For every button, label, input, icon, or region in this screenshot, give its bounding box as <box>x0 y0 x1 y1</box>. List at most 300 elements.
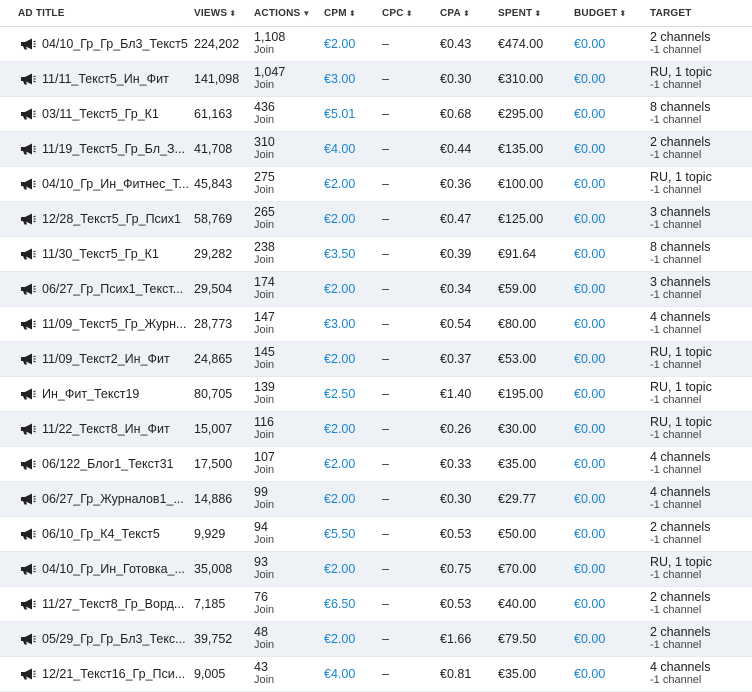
actions-count: 93 <box>254 556 268 569</box>
megaphone-icon <box>20 108 36 120</box>
spent-cell: €70.00 <box>498 562 537 576</box>
actions-cell <box>250 451 320 477</box>
budget-link[interactable]: €0.00 <box>574 352 606 366</box>
action-type: Join <box>254 44 275 56</box>
ad-title-link[interactable]: 12/28_Текст5_Гр_Псих1 <box>42 212 181 226</box>
spent-cell: €125.00 <box>498 212 544 226</box>
table-row[interactable] <box>0 377 752 412</box>
target-excluded: -1 channel <box>650 569 702 581</box>
target-cell <box>646 276 752 302</box>
budget-link[interactable]: €0.00 <box>574 562 606 576</box>
cpc-cell: – <box>382 212 389 226</box>
views-cell: 35,008 <box>194 562 233 576</box>
megaphone-icon <box>20 143 36 155</box>
budget-link[interactable]: €0.00 <box>574 282 606 296</box>
cpa-cell: €0.26 <box>440 422 472 436</box>
megaphone-icon <box>20 248 36 260</box>
megaphone-icon <box>20 213 36 225</box>
column-header-label: CPM <box>324 7 347 19</box>
cpa-cell: €0.53 <box>440 597 472 611</box>
ad-title-cell <box>0 247 190 261</box>
target-excluded: -1 channel <box>650 359 702 371</box>
table-row[interactable] <box>0 342 752 377</box>
column-header-target <box>646 8 752 19</box>
cpm-link[interactable]: €2.00 <box>324 37 356 51</box>
cpa-cell: €0.30 <box>440 72 472 86</box>
actions-count: 1,108 <box>254 31 286 44</box>
ad-title-link[interactable]: 11/11_Текст5_Ин_Фит <box>42 72 169 86</box>
actions-cell <box>250 556 320 582</box>
target-excluded: -1 channel <box>650 639 702 651</box>
cpm-link[interactable]: €2.00 <box>324 177 356 191</box>
budget-link[interactable]: €0.00 <box>574 492 606 506</box>
table-row[interactable] <box>0 132 752 167</box>
budget-link[interactable]: €0.00 <box>574 107 606 121</box>
cpm-link[interactable]: €5.01 <box>324 107 356 121</box>
spent-cell: €30.00 <box>498 422 537 436</box>
target-cell <box>646 206 752 232</box>
target-cell <box>646 521 752 547</box>
cpm-link[interactable]: €3.50 <box>324 247 356 261</box>
cpm-link[interactable]: €2.00 <box>324 632 356 646</box>
actions-cell <box>250 346 320 372</box>
column-header-label: CPA <box>440 7 461 19</box>
budget-link[interactable]: €0.00 <box>574 142 606 156</box>
column-header-cpc[interactable] <box>378 8 436 19</box>
cpc-cell: – <box>382 492 389 506</box>
ad-title-cell <box>0 457 190 471</box>
column-header-views[interactable] <box>190 8 250 19</box>
megaphone-icon <box>20 528 36 540</box>
ad-title-link[interactable]: 06/10_Гр_К4_Текст5 <box>42 527 160 541</box>
action-type: Join <box>254 534 275 546</box>
column-header-actions[interactable] <box>250 8 320 19</box>
action-type: Join <box>254 639 275 651</box>
target-excluded: -1 channel <box>650 464 702 476</box>
ad-title-link[interactable]: 03/11_Текст5_Гр_К1 <box>42 107 159 121</box>
spent-cell: €79.50 <box>498 632 537 646</box>
table-body <box>0 27 752 692</box>
action-type: Join <box>254 254 275 266</box>
actions-cell <box>250 101 320 127</box>
megaphone-icon <box>20 458 36 470</box>
ad-title-cell <box>0 492 190 506</box>
actions-count: 436 <box>254 101 275 114</box>
spent-cell: €91.64 <box>498 247 537 261</box>
views-cell: 29,504 <box>194 282 233 296</box>
target-main: RU, 1 topic <box>650 416 712 429</box>
target-excluded: -1 channel <box>650 289 702 301</box>
action-type: Join <box>254 149 275 161</box>
spent-cell: €195.00 <box>498 387 544 401</box>
megaphone-icon <box>20 318 36 330</box>
target-excluded: -1 channel <box>650 254 702 266</box>
budget-link[interactable]: €0.00 <box>574 597 606 611</box>
action-type: Join <box>254 429 275 441</box>
ad-title-link[interactable]: 04/10_Гр_Гр_Бл3_Текст5 <box>42 37 188 51</box>
cpm-link[interactable]: €4.00 <box>324 142 356 156</box>
target-excluded: -1 channel <box>650 429 702 441</box>
column-header-label: AD TITLE <box>18 7 65 19</box>
ad-title-link[interactable]: 06/122_Блог1_Текст31 <box>42 457 174 471</box>
target-excluded: -1 channel <box>650 534 702 546</box>
action-type: Join <box>254 359 275 371</box>
cpc-cell: – <box>382 282 389 296</box>
budget-link[interactable]: €0.00 <box>574 422 606 436</box>
action-type: Join <box>254 394 275 406</box>
views-cell: 9,929 <box>194 527 226 541</box>
ad-title-cell <box>0 597 190 611</box>
table-row[interactable] <box>0 62 752 97</box>
cpc-cell: – <box>382 107 389 121</box>
actions-count: 275 <box>254 171 275 184</box>
cpa-cell: €0.33 <box>440 457 472 471</box>
target-main: 2 channels <box>650 31 711 44</box>
actions-cell <box>250 416 320 442</box>
action-type: Join <box>254 499 275 511</box>
target-main: RU, 1 topic <box>650 66 712 79</box>
cpc-cell: – <box>382 72 389 86</box>
target-excluded: -1 channel <box>650 79 702 91</box>
cpc-cell: – <box>382 667 389 681</box>
table-row[interactable] <box>0 202 752 237</box>
ad-title-cell <box>0 37 190 51</box>
ad-title-cell <box>0 317 190 331</box>
table-row[interactable] <box>0 552 752 587</box>
cpa-cell: €0.53 <box>440 527 472 541</box>
ad-title-cell <box>0 177 190 191</box>
megaphone-icon <box>20 38 36 50</box>
target-main: 4 channels <box>650 661 711 674</box>
column-header-spent[interactable] <box>494 8 570 19</box>
target-excluded: -1 channel <box>650 219 702 231</box>
ad-title-link[interactable]: 11/19_Текст5_Гр_Бл_З... <box>42 142 185 156</box>
action-type: Join <box>254 79 275 91</box>
column-header-ad-title[interactable] <box>0 8 190 19</box>
table-row[interactable] <box>0 482 752 517</box>
target-cell <box>646 241 752 267</box>
budget-link[interactable]: €0.00 <box>574 247 606 261</box>
ad-title-cell <box>0 107 190 121</box>
views-cell: 29,282 <box>194 247 233 261</box>
cpc-cell: – <box>382 632 389 646</box>
megaphone-icon <box>20 668 36 680</box>
cpa-cell: €0.68 <box>440 107 472 121</box>
actions-cell <box>250 171 320 197</box>
actions-count: 99 <box>254 486 268 499</box>
ad-title-link[interactable]: 11/09_Текст2_Ин_Фит <box>42 352 170 366</box>
target-cell <box>646 451 752 477</box>
ad-title-link[interactable]: 11/22_Текст8_Ин_Фит <box>42 422 170 436</box>
spent-cell: €135.00 <box>498 142 544 156</box>
ad-title-link[interactable]: 11/27_Текст8_Гр_Ворд... <box>42 597 185 611</box>
views-cell: 41,708 <box>194 142 233 156</box>
target-main: 2 channels <box>650 591 711 604</box>
cpa-cell: €0.37 <box>440 352 472 366</box>
ad-title-link[interactable]: 06/27_Гр_Журналов1_... <box>42 492 184 506</box>
views-cell: 141,098 <box>194 72 240 86</box>
actions-count: 174 <box>254 276 275 289</box>
actions-count: 48 <box>254 626 268 639</box>
target-main: RU, 1 topic <box>650 556 712 569</box>
views-cell: 14,886 <box>194 492 233 506</box>
target-main: 4 channels <box>650 486 711 499</box>
action-type: Join <box>254 604 275 616</box>
views-cell: 39,752 <box>194 632 233 646</box>
sort-icon[interactable]: ⬍ <box>229 8 237 18</box>
ad-title-cell <box>0 632 190 646</box>
cpa-cell: €1.66 <box>440 632 472 646</box>
spent-cell: €50.00 <box>498 527 537 541</box>
target-main: RU, 1 topic <box>650 381 712 394</box>
table-row[interactable] <box>0 167 752 202</box>
column-header-label: VIEWS <box>194 7 228 19</box>
cpc-cell: – <box>382 317 389 331</box>
megaphone-icon <box>20 73 36 85</box>
target-excluded: -1 channel <box>650 149 702 161</box>
cpa-cell: €0.47 <box>440 212 472 226</box>
ad-title-cell <box>0 387 190 401</box>
actions-count: 310 <box>254 136 275 149</box>
action-type: Join <box>254 289 275 301</box>
column-header-cpa[interactable] <box>436 8 494 19</box>
budget-link[interactable]: €0.00 <box>574 667 606 681</box>
column-header-cpm[interactable] <box>320 8 378 19</box>
target-main: 4 channels <box>650 311 711 324</box>
views-cell: 58,769 <box>194 212 233 226</box>
cpc-cell: – <box>382 457 389 471</box>
sort-icon[interactable]: ⬍ <box>462 8 470 18</box>
cpa-cell: €0.75 <box>440 562 472 576</box>
table-header <box>0 0 752 27</box>
cpm-link[interactable]: €2.00 <box>324 422 356 436</box>
target-main: 3 channels <box>650 276 711 289</box>
budget-link[interactable]: €0.00 <box>574 37 606 51</box>
table-row[interactable] <box>0 237 752 272</box>
spent-cell: €295.00 <box>498 107 544 121</box>
actions-cell <box>250 626 320 652</box>
actions-cell <box>250 591 320 617</box>
cpm-link[interactable]: €3.00 <box>324 72 356 86</box>
column-header-label: CPC <box>382 7 404 19</box>
spent-cell: €53.00 <box>498 352 537 366</box>
table-row[interactable] <box>0 412 752 447</box>
action-type: Join <box>254 569 275 581</box>
ad-title-link[interactable]: 11/30_Текст5_Гр_К1 <box>42 247 159 261</box>
views-cell: 45,843 <box>194 177 233 191</box>
actions-count: 145 <box>254 346 275 359</box>
sort-icon[interactable]: ⬍ <box>619 8 627 18</box>
cpm-link[interactable]: €6.50 <box>324 597 356 611</box>
action-type: Join <box>254 464 275 476</box>
cpm-link[interactable]: €2.50 <box>324 387 356 401</box>
target-cell <box>646 591 752 617</box>
sort-icon[interactable]: ⬍ <box>534 8 542 18</box>
cpc-cell: – <box>382 142 389 156</box>
column-header-label: ACTIONS <box>254 7 301 19</box>
views-cell: 61,163 <box>194 107 233 121</box>
megaphone-icon <box>20 388 36 400</box>
cpm-link[interactable]: €2.00 <box>324 492 356 506</box>
ad-title-cell <box>0 422 190 436</box>
target-excluded: -1 channel <box>650 324 702 336</box>
budget-link[interactable]: €0.00 <box>574 632 606 646</box>
action-type: Join <box>254 184 275 196</box>
cpc-cell: – <box>382 387 389 401</box>
budget-link[interactable]: €0.00 <box>574 177 606 191</box>
cpc-cell: – <box>382 597 389 611</box>
actions-cell <box>250 136 320 162</box>
actions-cell <box>250 241 320 267</box>
megaphone-icon <box>20 493 36 505</box>
views-cell: 7,185 <box>194 597 226 611</box>
budget-link[interactable]: €0.00 <box>574 527 606 541</box>
target-main: 8 channels <box>650 101 711 114</box>
cpc-cell: – <box>382 527 389 541</box>
cpm-link[interactable]: €4.00 <box>324 667 356 681</box>
column-header-label: BUDGET <box>574 7 618 19</box>
actions-count: 43 <box>254 661 268 674</box>
action-type: Join <box>254 219 275 231</box>
cpc-cell: – <box>382 562 389 576</box>
cpa-cell: €0.36 <box>440 177 472 191</box>
actions-cell <box>250 206 320 232</box>
ad-title-link[interactable]: 12/21_Текст16_Гр_Пси... <box>42 667 186 681</box>
ad-title-link[interactable]: 04/10_Гр_Ин_Фитнес_Т... <box>42 177 189 191</box>
target-excluded: -1 channel <box>650 394 702 406</box>
megaphone-icon <box>20 598 36 610</box>
cpc-cell: – <box>382 352 389 366</box>
target-main: 4 channels <box>650 451 711 464</box>
column-header-budget[interactable] <box>570 8 646 19</box>
cpc-cell: – <box>382 177 389 191</box>
ad-title-link[interactable]: 04/10_Гр_Ин_Готовка_... <box>42 562 185 576</box>
target-main: 8 channels <box>650 241 711 254</box>
ad-title-link[interactable]: 06/27_Гр_Псих1_Текст... <box>42 282 184 296</box>
cpm-link[interactable]: €2.00 <box>324 212 356 226</box>
target-cell <box>646 626 752 652</box>
target-cell <box>646 136 752 162</box>
action-type: Join <box>254 674 275 686</box>
table-row[interactable] <box>0 657 752 692</box>
cpa-cell: €0.34 <box>440 282 472 296</box>
target-main: 3 channels <box>650 206 711 219</box>
budget-link[interactable]: €0.00 <box>574 457 606 471</box>
actions-cell <box>250 521 320 547</box>
column-header-label: TARGET <box>650 7 692 19</box>
table-row[interactable] <box>0 307 752 342</box>
table-row[interactable] <box>0 517 752 552</box>
megaphone-icon <box>20 178 36 190</box>
actions-cell <box>250 66 320 92</box>
actions-cell <box>250 661 320 687</box>
target-main: 2 channels <box>650 136 711 149</box>
actions-count: 107 <box>254 451 275 464</box>
action-type: Join <box>254 324 275 336</box>
views-cell: 17,500 <box>194 457 233 471</box>
cpm-link[interactable]: €3.00 <box>324 317 356 331</box>
spent-cell: €59.00 <box>498 282 537 296</box>
spent-cell: €474.00 <box>498 37 544 51</box>
sort-icon[interactable]: ⬍ <box>405 8 413 18</box>
megaphone-icon <box>20 423 36 435</box>
cpc-cell: – <box>382 37 389 51</box>
ad-title-link[interactable]: 11/09_Текст5_Гр_Журн... <box>42 317 187 331</box>
spent-cell: €80.00 <box>498 317 537 331</box>
ad-title-cell <box>0 212 190 226</box>
actions-count: 116 <box>254 416 274 429</box>
ad-title-cell <box>0 352 190 366</box>
cpm-link[interactable]: €2.00 <box>324 352 356 366</box>
target-cell <box>646 311 752 337</box>
target-cell <box>646 556 752 582</box>
table-row[interactable] <box>0 27 752 62</box>
target-cell <box>646 66 752 92</box>
budget-link[interactable]: €0.00 <box>574 387 606 401</box>
views-cell: 9,005 <box>194 667 226 681</box>
cpm-link[interactable]: €2.00 <box>324 457 356 471</box>
target-excluded: -1 channel <box>650 604 702 616</box>
ad-title-link[interactable]: 05/29_Гр_Гр_Бл3_Текс... <box>42 632 186 646</box>
views-cell: 24,865 <box>194 352 233 366</box>
actions-count: 238 <box>254 241 275 254</box>
sort-desc-icon[interactable]: ▼ <box>302 8 311 18</box>
budget-link[interactable]: €0.00 <box>574 212 606 226</box>
cpa-cell: €0.81 <box>440 667 472 681</box>
views-cell: 80,705 <box>194 387 233 401</box>
target-cell <box>646 171 752 197</box>
target-cell <box>646 416 752 442</box>
spent-cell: €100.00 <box>498 177 544 191</box>
actions-cell <box>250 311 320 337</box>
ad-title-cell <box>0 562 190 576</box>
megaphone-icon <box>20 353 36 365</box>
views-cell: 15,007 <box>194 422 233 436</box>
ad-title-cell <box>0 142 190 156</box>
cpa-cell: €0.43 <box>440 37 472 51</box>
target-cell <box>646 101 752 127</box>
actions-count: 147 <box>254 311 275 324</box>
table-row[interactable] <box>0 97 752 132</box>
sort-icon[interactable]: ⬍ <box>348 8 356 18</box>
table-row[interactable] <box>0 622 752 657</box>
target-cell <box>646 486 752 512</box>
cpa-cell: €0.44 <box>440 142 472 156</box>
action-type: Join <box>254 114 275 126</box>
table-row[interactable] <box>0 272 752 307</box>
budget-link[interactable]: €0.00 <box>574 317 606 331</box>
column-header-label: SPENT <box>498 7 533 19</box>
cpm-link[interactable]: €5.50 <box>324 527 356 541</box>
target-cell <box>646 31 752 57</box>
table-row[interactable] <box>0 587 752 622</box>
table-row[interactable] <box>0 447 752 482</box>
actions-cell <box>250 486 320 512</box>
cpa-cell: €0.30 <box>440 492 472 506</box>
ad-title-cell <box>0 282 190 296</box>
cpm-link[interactable]: €2.00 <box>324 282 356 296</box>
target-cell <box>646 346 752 372</box>
budget-link[interactable]: €0.00 <box>574 72 606 86</box>
ad-title-link[interactable]: Ин_Фит_Текст19 <box>42 387 140 401</box>
actions-count: 265 <box>254 206 275 219</box>
target-excluded: -1 channel <box>650 184 702 196</box>
target-excluded: -1 channel <box>650 114 702 126</box>
actions-cell <box>250 31 320 57</box>
ad-title-cell <box>0 527 190 541</box>
cpm-link[interactable]: €2.00 <box>324 562 356 576</box>
megaphone-icon <box>20 633 36 645</box>
